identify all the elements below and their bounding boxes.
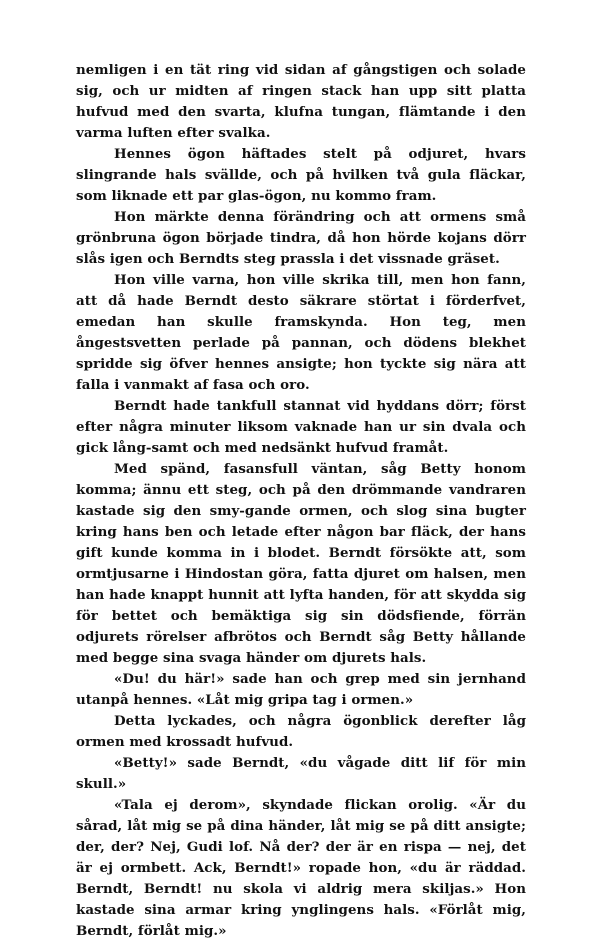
paragraph: Med spänd, fasansfull väntan, såg Betty honom komma; ännu ett steg, och på den drömmande vandraren kastade sig den smy-gande ormen, och slog sina bugter kring hans ben och letade efter någon bar fläck, der hans gift kunde komma in i blodet. Berndt försökte att, som ormtjusarne i Hindostan göra, fatta djuret om halsen, men han hade knappt hunnit att lyfta handen, för att skydda sig för bettet och bemäktiga sig sin dödsfiende, förrän odjurets rörelser afbrötos och Berndt såg Betty hållande med begge sina svaga händer om djurets hals. [76,461,526,666]
paragraph: «Betty!» sade Berndt, «du vågade ditt lif för min skull.» [76,755,526,792]
paragraph-continued: nemligen i en tät ring vid sidan af gångstigen och solade sig, och ur midten af ringen stack han upp sitt platta hufvud med den svarta, klufna tungan, flämtande i den varma luften efter svalka. [76,62,526,141]
paragraph: Hennes ögon häftades stelt på odjuret, hvars slingrande hals svällde, och på hvilken två gula fläckar, som liknade ett par glas-ögon, nu kommo fram. [76,146,526,204]
paragraph: Hon märkte denna förändring och att ormens små grönbruna ögon började tindra, då hon hörde kojans dörr slås igen och Berndts steg prassla i det vissnade gräset. [76,209,526,267]
paragraph: Hon ville varna, hon ville skrika till, men hon fann, att då hade Berndt desto säkrare störtat i förderfvet, emedan han skulle framskynda. Hon teg, men ångestsvetten perlade på pannan, och dödens blekhet spridde sig öfver hennes ansigte; hon tyckte sig nära att falla i vanmakt af fasa och oro. [76,272,526,393]
paragraph: Berndt hade tankfull stannat vid hyddans dörr; först efter några minuter liksom vaknade han ur sin dvala och gick lång-samt och med nedsänkt hufvud framåt. [76,398,526,456]
paragraph: «Tala ej derom», skyndade flickan orolig. «Är du sårad, låt mig se på dina händer, låt mig se på ditt ansigte; der, der? Nej, Gudi lof. Nå der? der är en rispa — nej, det är ej ormbett. Ack, Berndt!» ropade hon, «du är räddad. Berndt, Berndt! nu skola vi aldrig mera skiljas.» Hon kastade sina armar kring ynglingens hals. «Förlåt mig, Berndt, förlåt mig.» [76,797,526,939]
paragraph: «Du! du här!» sade han och grep med sin jernhand utanpå hennes. «Låt mig gripa tag i ormen.» [76,671,526,708]
paragraph: Detta lyckades, och några ögonblick derefter låg ormen med krossadt hufvud. [76,713,526,750]
book-page [76,60,526,942]
